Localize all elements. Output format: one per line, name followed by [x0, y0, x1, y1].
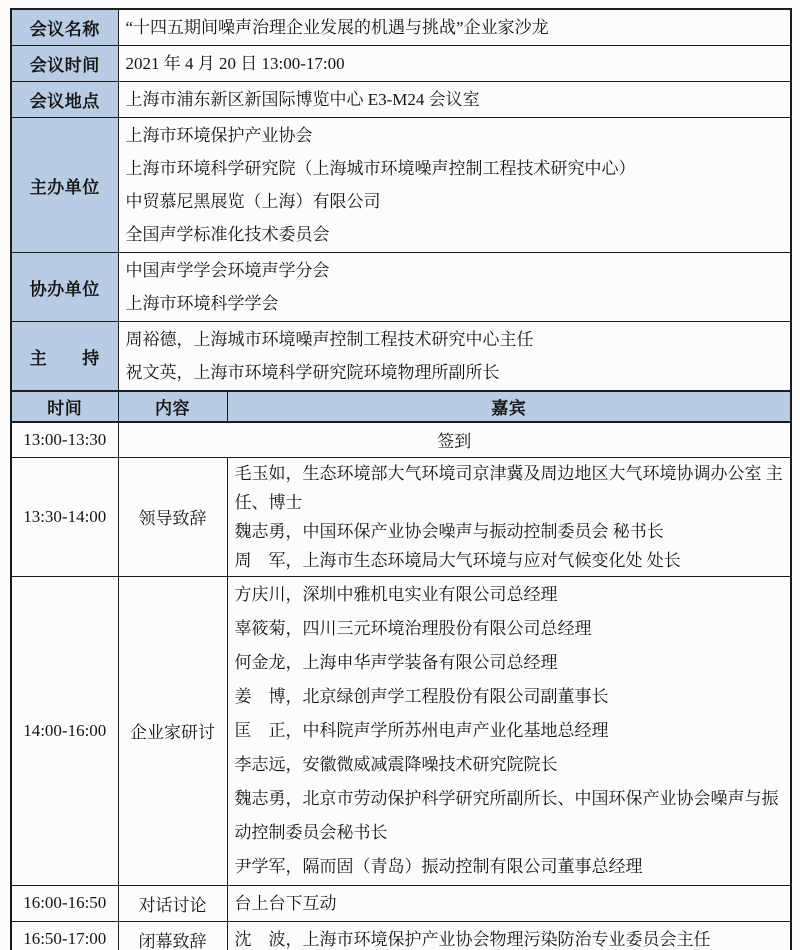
guest-line: 匡 正，中科院声学所苏州电声产业化基地总经理 [234, 720, 609, 740]
row-meeting-name [11, 9, 791, 46]
label-co-organizers: 协办单位 [11, 253, 118, 322]
value-meeting-place [118, 82, 791, 118]
guest-line: 毛玉如，生态环境部大气环境司京津冀及周边地区大气环境协调办公室 主任、博士 [234, 463, 783, 512]
signin-activity: 签到 [118, 422, 791, 457]
row-co-organizers [11, 253, 791, 322]
guest-line: 辜筱菊，四川三元环境治理股份有限公司总经理 [234, 618, 592, 638]
organizer-line: 中贸慕尼黑展览（上海）有限公司 [125, 192, 381, 211]
agenda-row-closing [11, 921, 791, 950]
label-meeting-place: 会议地点 [11, 82, 118, 118]
dialogue-topic: 对话讨论 [118, 885, 227, 921]
host-line: 周裕德，上海城市环境噪声控制工程技术研究中心主任 [125, 330, 534, 349]
value-organizers [118, 118, 791, 253]
leader-speeches-topic: 领导致辞 [118, 457, 227, 576]
meeting-place-text: 上海市浦东新区新国际博览中心 E3-M24 会议室 [125, 90, 480, 109]
row-meeting-time [11, 46, 791, 82]
co-organizer-line: 上海市环境科学学会 [125, 294, 279, 313]
leader-speeches-time: 13:30-14:00 [11, 457, 118, 576]
signin-time: 13:00-13:30 [11, 422, 118, 457]
entrepreneur-seminar-guests [227, 576, 791, 885]
closing-topic: 闭幕致辞 [118, 921, 227, 950]
entrepreneur-seminar-topic: 企业家研讨 [118, 576, 227, 885]
guest-line: 李志远，安徽微威减震降噪技术研究院院长 [234, 754, 558, 774]
row-meeting-place [11, 82, 791, 118]
guest-line: 魏志勇，中国环保产业协会噪声与振动控制委员会 秘书长 [234, 521, 664, 541]
value-hosts [118, 322, 791, 392]
value-meeting-time [118, 46, 791, 82]
column-header-content: 内容 [118, 391, 227, 422]
closing-time: 16:50-17:00 [11, 921, 118, 950]
label-hosts: 主 持 [11, 322, 118, 392]
host-line: 祝文英，上海市环境科学研究院环境物理所副所长 [125, 363, 500, 382]
closing-guests [227, 921, 791, 950]
guest-line: 台上台下互动 [234, 893, 337, 913]
meeting-time-text: 2021 年 4 月 20 日 13:00-17:00 [125, 54, 345, 73]
guest-line: 姜 博，北京绿创声学工程股份有限公司副董事长 [234, 686, 609, 706]
agenda-row-entrepreneur-seminar [11, 576, 791, 885]
value-meeting-name [118, 9, 791, 46]
organizer-line: 全国声学标准化技术委员会 [125, 225, 330, 244]
conference-agenda-table [10, 8, 792, 950]
label-organizers: 主办单位 [11, 118, 118, 253]
organizer-line: 上海市环境科学研究院（上海城市环境噪声控制工程技术研究中心） [125, 159, 636, 178]
row-organizers [11, 118, 791, 253]
label-meeting-time: 会议时间 [11, 46, 118, 82]
organizer-line: 上海市环境保护产业协会 [125, 126, 313, 145]
meeting-name-text: “十四五期间噪声治理企业发展的机遇与挑战”企业家沙龙 [125, 18, 549, 37]
column-header-guests: 嘉宾 [227, 391, 791, 422]
agenda-row-signin [11, 422, 791, 457]
guest-line: 尹学军，隔而固（青岛）振动控制有限公司董事总经理 [234, 856, 643, 876]
leader-speeches-guests [227, 457, 791, 576]
entrepreneur-seminar-time: 14:00-16:00 [11, 576, 118, 885]
agenda-header-row [11, 391, 791, 422]
guest-line: 周 军，上海市生态环境局大气环境与应对气候变化处 处长 [234, 550, 681, 570]
agenda-row-dialogue [11, 885, 791, 921]
dialogue-guests [227, 885, 791, 921]
row-hosts [11, 322, 791, 392]
dialogue-time: 16:00-16:50 [11, 885, 118, 921]
co-organizer-line: 中国声学学会环境声学分会 [125, 261, 330, 280]
guest-line: 方庆川，深圳中雅机电实业有限公司总经理 [234, 584, 558, 604]
guest-line: 魏志勇，北京市劳动保护科学研究所副所长、中国环保产业协会噪声与振动控制委员会秘书长 [234, 788, 779, 842]
guest-line: 何金龙，上海申华声学装备有限公司总经理 [234, 652, 558, 672]
value-co-organizers [118, 253, 791, 322]
column-header-time: 时间 [11, 391, 118, 422]
label-meeting-name: 会议名称 [11, 9, 118, 46]
guest-line: 沈 波，上海市环境保护产业协会物理污染防治专业委员会主任 [234, 929, 711, 949]
agenda-row-leader-speeches [11, 457, 791, 576]
